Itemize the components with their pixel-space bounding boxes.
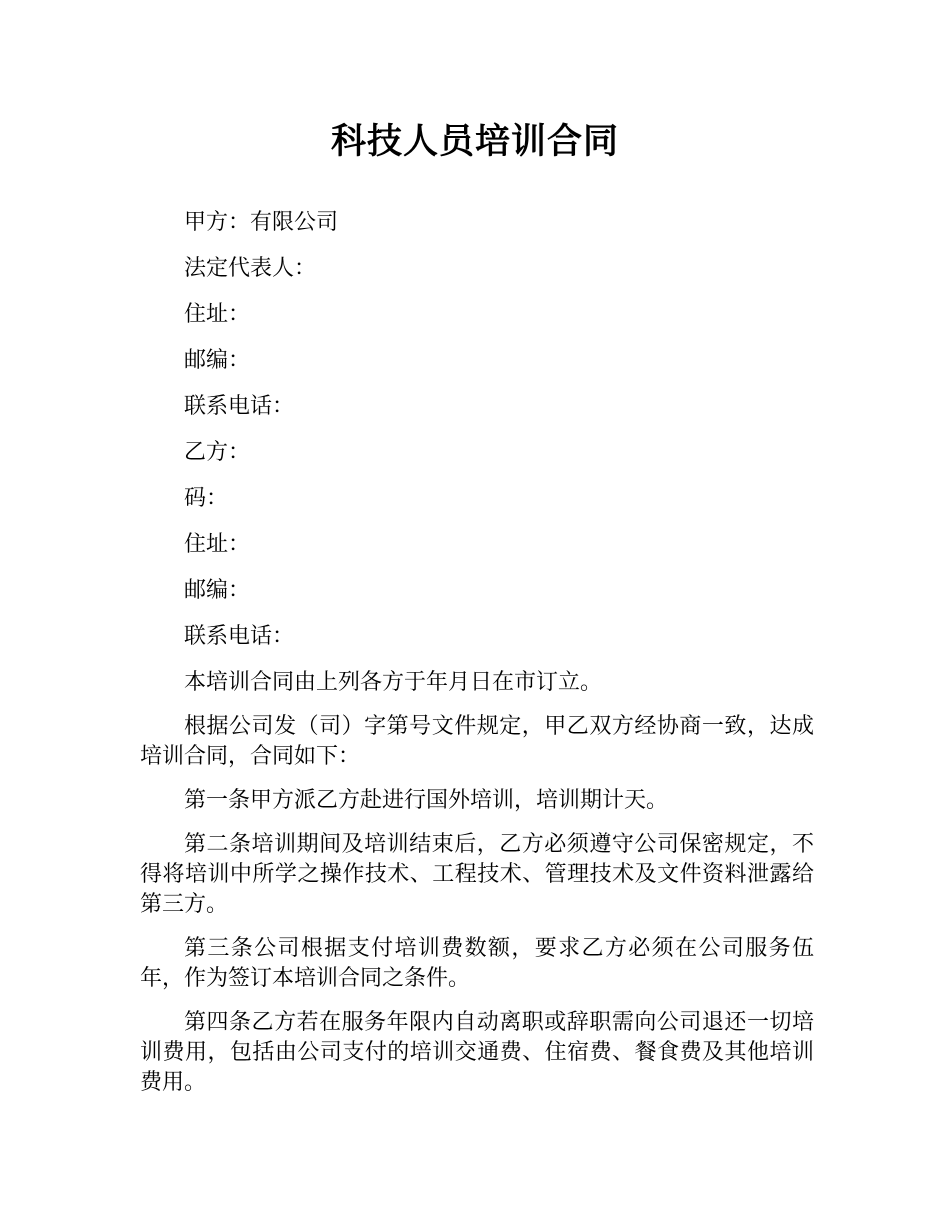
article-4: 第四条乙方若在服务年限内自动离职或辞职需向公司退还一切培训费用，包括由公司支付的培训交通费、住宿费、餐食费及其他培训费用。 bbox=[140, 1010, 814, 1095]
party-a-address: 住址： bbox=[184, 302, 251, 327]
article-1: 第一条甲方派乙方赴进行国外培训，培训期计天。 bbox=[184, 788, 669, 813]
party-a-name: 甲方：有限公司 bbox=[184, 210, 339, 235]
party-a-phone: 联系电话： bbox=[184, 394, 295, 419]
contract-body bbox=[140, 200, 814, 1098]
contract-basis-paragraph: 根据公司发（司）字第号文件规定，甲乙双方经协商一致，达成培训合同，合同如下： bbox=[140, 714, 814, 769]
party-b-postcode: 邮编： bbox=[184, 578, 251, 603]
party-b-name: 乙方： bbox=[184, 440, 251, 465]
page-title: 科技人员培训合同 bbox=[330, 122, 619, 162]
party-b-phone: 联系电话： bbox=[184, 624, 295, 649]
party-a-postcode: 邮编： bbox=[184, 348, 251, 373]
party-b-code: 码： bbox=[184, 486, 229, 511]
article-3: 第三条公司根据支付培训费数额，要求乙方必须在公司服务伍年，作为签订本培训合同之条件。 bbox=[140, 936, 814, 991]
article-2: 第二条培训期间及培训结束后，乙方必须遵守公司保密规定，不得将培训中所学之操作技术、工程技术、管理技术及文件资料泄露给第三方。 bbox=[140, 832, 814, 917]
party-b-address: 住址： bbox=[184, 532, 251, 557]
contract-signing-statement: 本培训合同由上列各方于年月日在市订立。 bbox=[184, 670, 603, 695]
party-a-legal-representative: 法定代表人： bbox=[184, 256, 317, 281]
